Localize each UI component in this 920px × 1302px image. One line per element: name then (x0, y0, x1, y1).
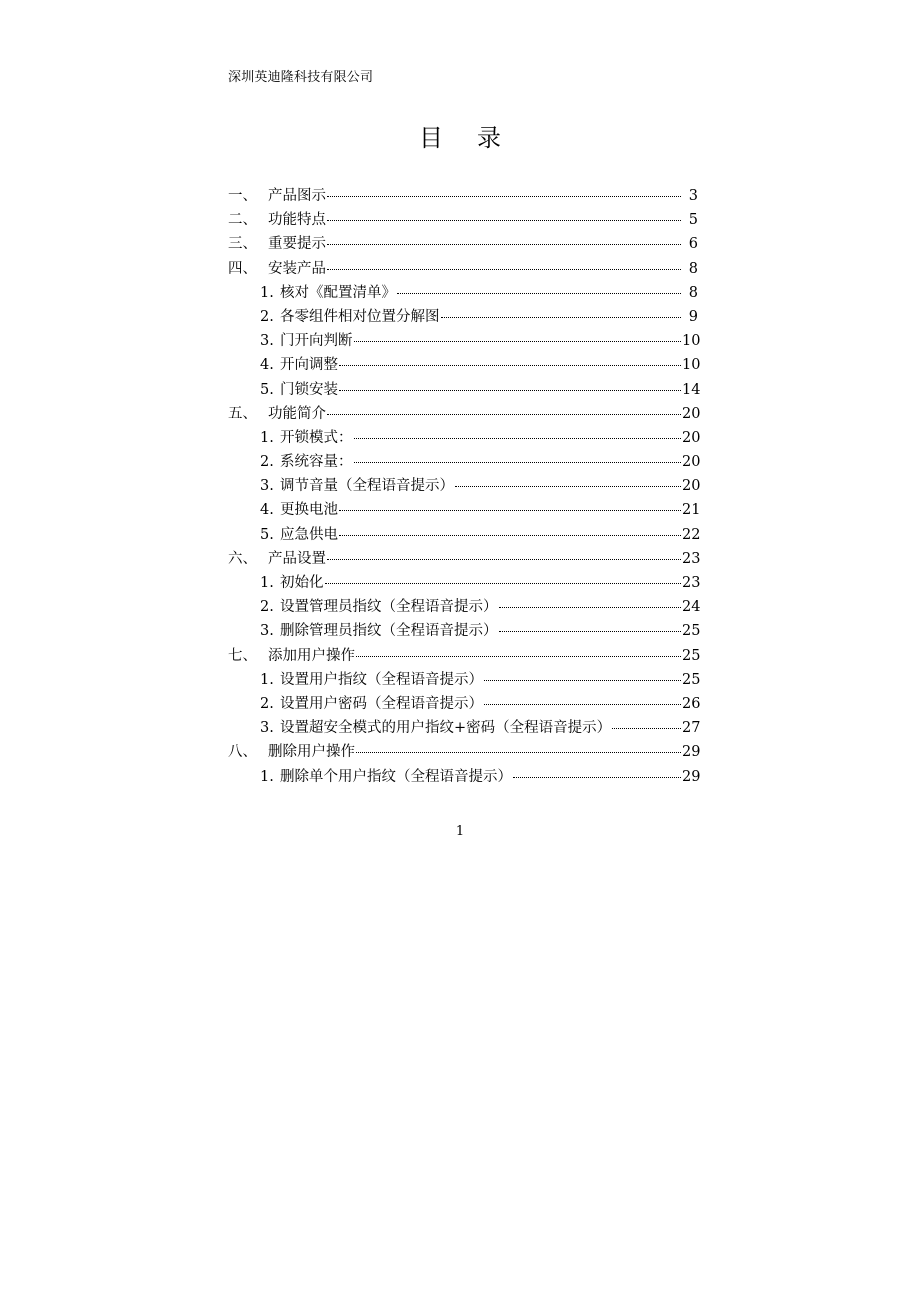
toc-entry-page: 10 (682, 333, 701, 350)
toc-entry-page: 14 (682, 381, 701, 398)
toc-entry[interactable] (228, 305, 698, 329)
toc-entry-number: 二、 (228, 212, 257, 229)
toc-entry-label: 门开向判断 (280, 333, 353, 350)
toc-entry-page: 20 (682, 478, 701, 495)
toc-entry-number: 1. (260, 429, 274, 446)
toc-entry[interactable] (228, 184, 698, 208)
toc-entry-label: 功能特点 (268, 212, 326, 229)
toc-entry-number: 七、 (228, 647, 257, 664)
toc-entry-number: 五、 (228, 405, 257, 422)
toc-entry-number: 3. (260, 623, 274, 640)
dot-leader (339, 535, 681, 536)
toc-entry-number: 一、 (228, 188, 257, 204)
dot-leader (356, 752, 681, 753)
dot-leader (354, 438, 682, 439)
table-of-contents (228, 184, 701, 789)
dot-leader (325, 583, 682, 584)
dot-leader (354, 341, 682, 342)
toc-entry[interactable] (228, 740, 701, 764)
toc-entry-label: 应急供电 (280, 526, 338, 543)
toc-entry[interactable] (228, 450, 701, 474)
toc-entry-page: 26 (682, 695, 701, 712)
toc-entry[interactable] (228, 257, 698, 281)
toc-entry-page: 25 (682, 671, 701, 688)
toc-entry-label: 功能简介 (268, 405, 326, 422)
toc-entry-page: 5 (688, 212, 698, 229)
toc-entry-page: 25 (682, 647, 701, 664)
toc-entry[interactable] (228, 668, 701, 692)
toc-entry[interactable] (228, 547, 701, 571)
toc-entry-number: 1. (260, 671, 274, 688)
dot-leader (455, 486, 681, 487)
toc-entry-number: 4. (260, 357, 274, 374)
toc-entry-number: 3. (260, 478, 274, 495)
toc-entry-number: 3. (260, 720, 274, 737)
toc-entry-number: 3. (260, 333, 274, 350)
toc-entry-number: 八、 (228, 744, 257, 761)
toc-entry[interactable] (228, 232, 698, 256)
dot-leader (327, 244, 681, 245)
toc-entry[interactable] (228, 644, 701, 668)
toc-entry-number: 六、 (228, 550, 257, 567)
dot-leader (441, 317, 682, 318)
dot-leader (499, 631, 682, 632)
toc-entry[interactable] (228, 692, 701, 716)
toc-entry-label: 产品设置 (268, 550, 326, 567)
toc-entry-label: 添加用户操作 (268, 647, 355, 664)
toc-entry[interactable] (228, 426, 701, 450)
toc-entry-label: 初始化 (280, 575, 324, 591)
toc-entry[interactable] (228, 765, 701, 789)
toc-entry-page: 20 (682, 454, 701, 471)
dot-leader (327, 414, 681, 415)
toc-entry-label: 设置用户指纹（全程语音提示） (280, 671, 483, 688)
toc-entry-label: 系统容量： (280, 454, 353, 471)
toc-entry-page: 29 (682, 768, 701, 785)
toc-entry-page: 9 (688, 308, 698, 325)
dot-leader (339, 365, 681, 366)
toc-entry-page: 27 (682, 720, 701, 737)
toc-entry-number: 三、 (228, 236, 257, 253)
toc-entry-label: 删除单个用户指纹（全程语音提示） (280, 768, 512, 785)
toc-entry[interactable] (228, 329, 701, 353)
dot-leader (327, 269, 681, 270)
toc-entry-label: 设置管理员指纹（全程语音提示） (280, 599, 498, 616)
toc-entry[interactable] (228, 619, 701, 643)
toc-entry[interactable] (228, 595, 701, 619)
toc-entry-label: 设置用户密码（全程语音提示） (280, 695, 483, 712)
dot-leader (484, 680, 681, 681)
toc-entry-page: 23 (682, 550, 701, 567)
toc-entry[interactable] (228, 498, 701, 522)
toc-entry-label: 删除管理员指纹（全程语音提示） (280, 623, 498, 640)
toc-entry-number: 1. (260, 284, 274, 301)
toc-entry[interactable] (228, 474, 701, 498)
toc-entry-page: 3 (688, 188, 698, 204)
dot-leader (354, 462, 682, 463)
toc-entry-number: 4. (260, 502, 274, 519)
dot-leader (397, 293, 681, 294)
toc-entry-number: 1. (260, 768, 274, 785)
toc-entry-number: 2. (260, 695, 274, 712)
toc-entry-label: 更换电池 (280, 502, 338, 519)
toc-entry-page: 22 (682, 526, 701, 543)
toc-entry[interactable] (228, 716, 701, 740)
toc-entry[interactable] (228, 571, 701, 595)
toc-entry-label: 删除用户操作 (268, 744, 355, 761)
toc-entry-number: 四、 (228, 260, 257, 277)
toc-entry[interactable] (228, 523, 701, 547)
toc-entry-page: 24 (682, 599, 701, 616)
toc-entry-label: 核对《配置清单》 (280, 284, 396, 301)
toc-entry-number: 2. (260, 454, 274, 471)
toc-entry-label: 开向调整 (280, 357, 338, 374)
toc-entry-page: 25 (682, 623, 701, 640)
dot-leader (356, 656, 681, 657)
toc-entry-page: 21 (682, 502, 701, 519)
toc-entry[interactable] (228, 378, 701, 402)
dot-leader (327, 559, 681, 560)
toc-entry-number: 2. (260, 599, 274, 616)
toc-entry-label: 产品图示 (268, 188, 326, 204)
dot-leader (612, 728, 681, 729)
toc-entry-page: 20 (682, 405, 701, 422)
toc-entry[interactable] (228, 353, 701, 377)
dot-leader (339, 390, 681, 391)
toc-entry-page: 23 (682, 575, 701, 591)
toc-entry-number: 1. (260, 575, 274, 591)
toc-entry-label: 安装产品 (268, 260, 326, 277)
dot-leader (484, 704, 681, 705)
dot-leader (513, 777, 681, 778)
page-title: 目录 (419, 124, 535, 152)
toc-entry[interactable] (228, 208, 698, 232)
toc-entry-label: 设置超安全模式的用户指纹+密码（全程语音提示） (280, 720, 612, 737)
toc-entry[interactable] (228, 281, 698, 305)
dot-leader (499, 607, 682, 608)
page-number: 1 (455, 824, 465, 839)
toc-entry-number: 2. (260, 308, 274, 325)
toc-entry-label: 门锁安装 (280, 381, 338, 398)
toc-entry-label: 开锁模式： (280, 429, 353, 446)
dot-leader (327, 220, 681, 221)
toc-entry-page: 8 (688, 260, 698, 277)
dot-leader (339, 510, 681, 511)
toc-entry-page: 20 (682, 429, 701, 446)
toc-entry-number: 5. (260, 381, 274, 398)
toc-entry-page: 8 (688, 284, 698, 301)
dot-leader (327, 196, 681, 197)
toc-entry-page: 29 (682, 744, 701, 761)
company-header: 深圳英迪隆科技有限公司 (228, 70, 374, 85)
toc-entry-label: 重要提示 (268, 236, 326, 253)
toc-entry[interactable] (228, 402, 701, 426)
toc-entry-label: 调节音量（全程语音提示） (280, 478, 454, 495)
toc-entry-label: 各零组件相对位置分解图 (280, 308, 440, 325)
toc-entry-page: 10 (682, 357, 701, 374)
toc-entry-page: 6 (688, 236, 698, 253)
toc-entry-number: 5. (260, 526, 274, 543)
